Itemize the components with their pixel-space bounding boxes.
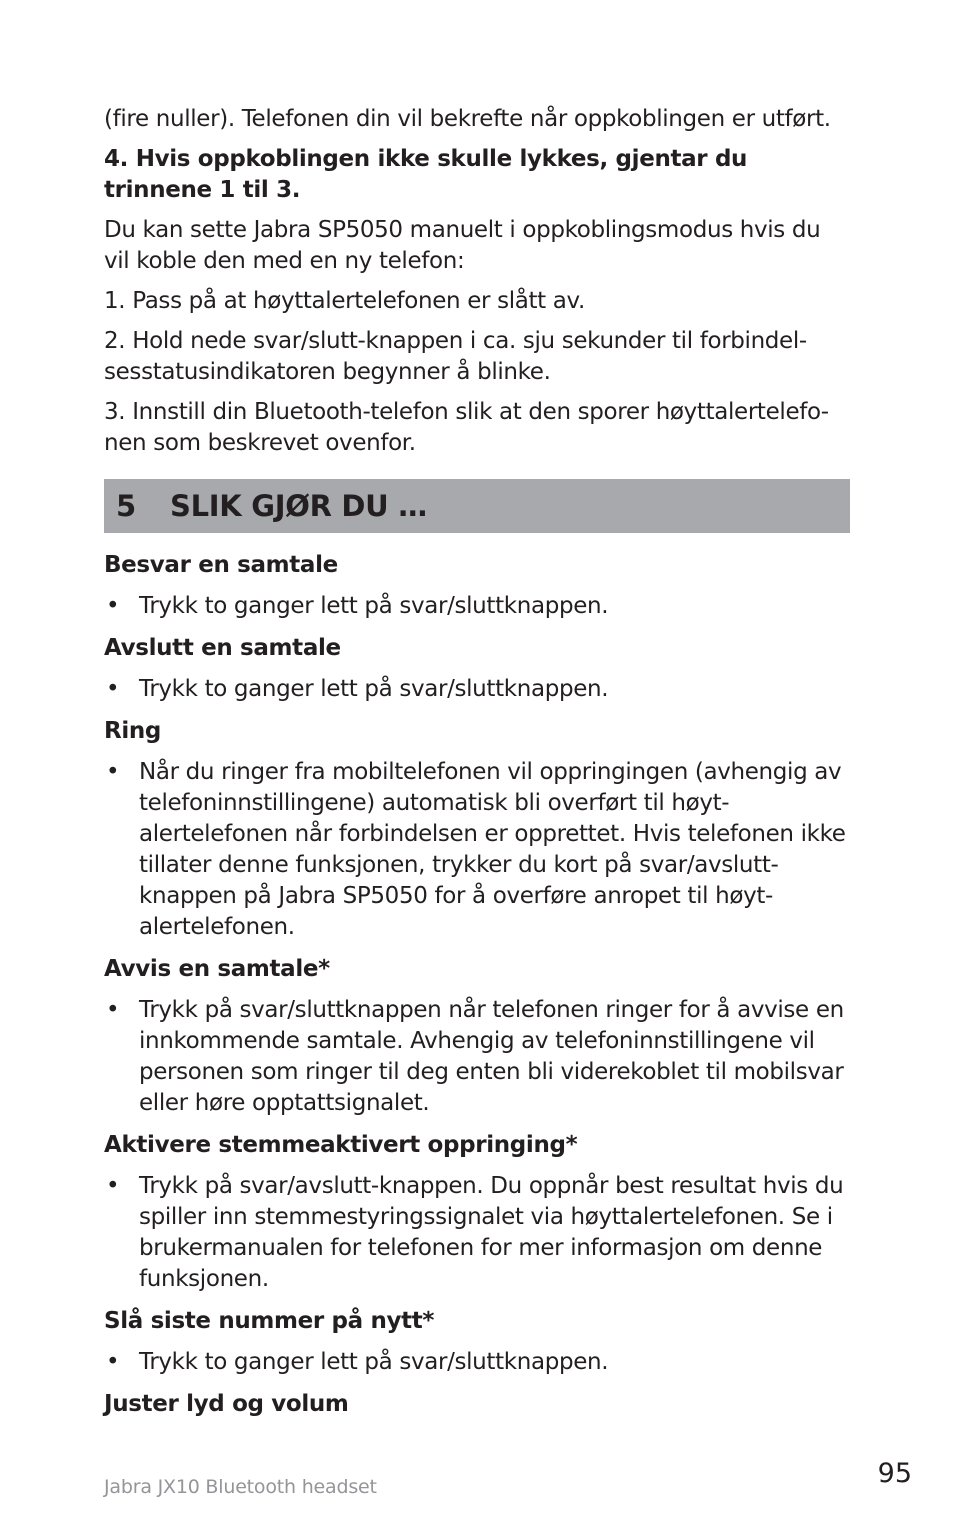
- continuation-text: (fire nuller). Telefonen din vil bekrefte når oppkoblingen er utført.: [104, 106, 831, 132]
- bullet-text: Trykk to ganger lett på svar/sluttknappen.: [139, 593, 609, 619]
- section-heading-bar: [104, 479, 850, 533]
- section-number: 5: [116, 489, 137, 523]
- bullet-marker: •: [106, 593, 120, 619]
- manual-mode-text: Du kan sette Jabra SP5050 manuelt i oppkoblingsmodus hvis du vil koble den med en ny telefon:: [104, 217, 821, 274]
- subsection-heading-call: Ring: [104, 718, 162, 744]
- step-1-text: 1. Pass på at høyttalertelefonen er slått av.: [104, 288, 585, 314]
- list-item: [104, 1347, 852, 1378]
- page-number: 95: [877, 1458, 912, 1489]
- bullet-text: Trykk på svar/sluttknappen når telefonen ringer for å avvise en innkommende samtale. Avhengig av telefoninnstillingene vil personen som ringer til deg enten bli viderekoblet til mobilsvar eller høre opptattsignalet.: [139, 997, 844, 1116]
- bullet-text: Trykk på svar/avslutt-knappen. Du oppnår best resultat hvis du spiller inn stemmestyringssignalet via høyttalertelefonen. Se i brukermanualen for telefonen for mer informasjon om denne funksjonen.: [139, 1173, 844, 1292]
- footer-product-name: Jabra JX10 Bluetooth headset: [104, 1476, 377, 1498]
- bullet-marker: •: [106, 759, 120, 785]
- list-item: [104, 995, 852, 1119]
- bullet-text: Trykk to ganger lett på svar/sluttknappen.: [139, 676, 609, 702]
- bullet-text: Når du ringer fra mobiltelefonen vil oppringingen (avhengig av telefoninnstillingene) automatisk bli overført til høytalertelefonen når forbindelsen er opprettet. Hvis telefonen ikke tillater denne funksjonen, trykker du kort på svar/avsluttknappen på Jabra SP5050 for å overføre anropet til høytalertelefonen.: [139, 759, 846, 940]
- bullet-marker: •: [106, 1173, 120, 1199]
- how-to-list: [104, 550, 852, 1430]
- list-item: [104, 674, 852, 705]
- list-item: [104, 757, 852, 943]
- subsection-heading-reject: Avvis en samtale*: [104, 956, 330, 982]
- subsection-heading-redial: Slå siste nummer på nytt*: [104, 1308, 435, 1334]
- list-item: [104, 1171, 852, 1295]
- intro-block: [104, 104, 852, 468]
- step-3-text: 3. Innstill din Bluetooth-telefon slik at den sporer høyttalertelefonen som beskrevet ovenfor.: [104, 399, 830, 456]
- step-4-text: 4. Hvis oppkoblingen ikke skulle lykkes, gjentar du trinnene 1 til 3.: [104, 146, 748, 203]
- subsection-heading-volume: Juster lyd og volum: [104, 1391, 349, 1417]
- bullet-text: Trykk to ganger lett på svar/sluttknappen.: [139, 1349, 609, 1375]
- subsection-heading-end: Avslutt en samtale: [104, 635, 341, 661]
- section-title: SLIK GJØR DU …: [170, 489, 427, 523]
- bullet-marker: •: [106, 676, 120, 702]
- step-2-text: 2. Hold nede svar/slutt-knappen i ca. sju sekunder til forbindelsesstatusindikatoren begynner å blinke.: [104, 328, 808, 385]
- list-item: [104, 591, 852, 622]
- subsection-heading-answer: Besvar en samtale: [104, 552, 338, 578]
- bullet-marker: •: [106, 1349, 120, 1375]
- subsection-heading-voice-dial: Aktivere stemmeaktivert oppringing*: [104, 1132, 578, 1158]
- bullet-marker: •: [106, 997, 120, 1023]
